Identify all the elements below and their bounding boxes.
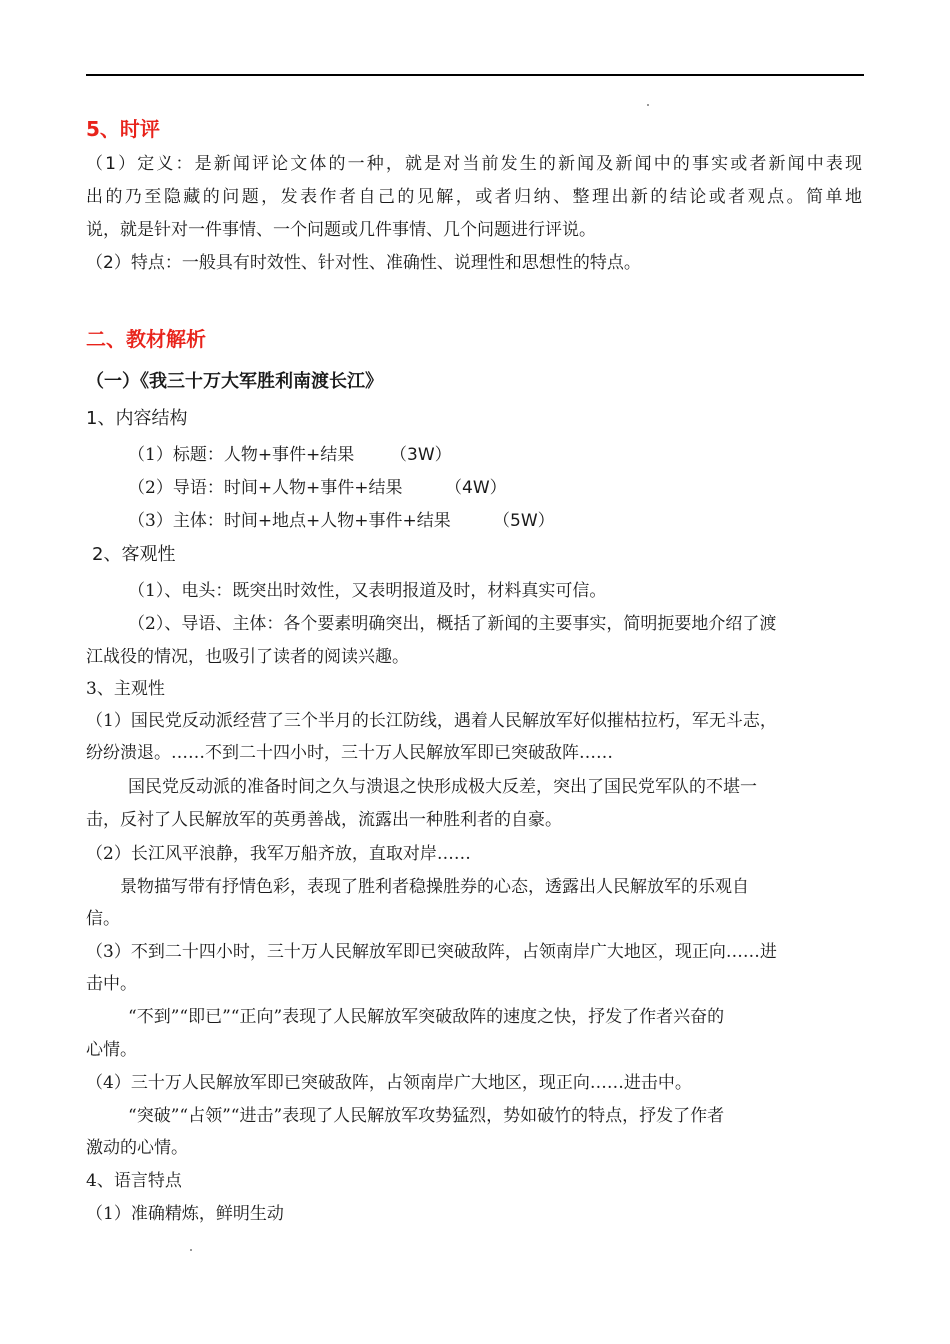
structure-tag: （4W） (445, 478, 507, 498)
header-rule (86, 74, 864, 76)
section-heading-textbook: 二、教材解析 (86, 327, 206, 351)
objectivity-line-1: （1）、电头：既突出时效性，又表明报道及时，材料真实可信。 (128, 581, 607, 601)
scan-dot (190, 1249, 192, 1251)
subjectivity-a-line-3: 国民党反动派的准备时间之久与溃退之快形成极大反差，突出了国民党军队的不堪一 (128, 777, 757, 797)
subjectivity-d-line-3: 激动的心情。 (86, 1138, 188, 1158)
scan-dot (647, 104, 649, 106)
structure-item: （2）导语：时间+人物+事件+结果 (128, 478, 403, 498)
structure-item: （3）主体：时间+地点+人物+事件+结果 (128, 511, 451, 531)
objectivity-line-3: 江战役的情况，也吸引了读者的阅读兴趣。 (86, 647, 409, 667)
definition-line-3: 说，就是针对一件事情、一个问题或几件事情、几个问题进行评说。 (86, 220, 596, 240)
structure-tag: （3W） (390, 445, 452, 465)
subjectivity-c-line-4: 心情。 (86, 1040, 137, 1060)
definition-line-1: （1）定义：是新闻评论文体的一种，就是对当前发生的新闻及新闻中的事实或者新闻中表现 (86, 154, 862, 174)
objectivity-title: 2、客观性 (92, 544, 176, 565)
subjectivity-a-line-2: 纷纷溃退。……不到二十四小时，三十万人民解放军即已突破敌阵…… (86, 743, 613, 763)
language-features-title: 4、语言特点 (86, 1171, 182, 1191)
content-structure-title: 1、内容结构 (86, 408, 188, 429)
definition-line-2: 出的乃至隐藏的问题，发表作者自己的见解，或者归纳、整理出新的结论或者观点。简单地 (86, 187, 862, 207)
subjectivity-c-line-3: “不到”“即已”“正向”表现了人民解放军突破敌阵的速度之快，抒发了作者兴奋的 (128, 1007, 725, 1027)
subjectivity-b-line-1: （2）长江风平浪静，我军万船齐放，直取对岸…… (86, 844, 471, 864)
subjectivity-a-line-1: （1）国民党反动派经营了三个半月的长江防线，遇着人民解放军好似摧枯拉朽，军无斗志， (86, 711, 777, 731)
section-heading-commentary: 5、时评 (86, 117, 160, 141)
structure-item: （1）标题：人物+事件+结果 (128, 445, 355, 465)
subjectivity-title: 3、主观性 (86, 679, 165, 699)
subjectivity-d-line-1: （4）三十万人民解放军即已突破敌阵，占领南岸广大地区，现正向……进击中。 (86, 1073, 692, 1093)
subjectivity-b-line-2: 景物描写带有抒情色彩，表现了胜利者稳操胜券的心态，透露出人民解放军的乐观自 (120, 877, 749, 897)
subjectivity-c-line-2: 击中。 (86, 974, 137, 994)
article-title: （一）《我三十万大军胜利南渡长江》 (86, 371, 383, 392)
objectivity-line-2: （2）、导语、主体：各个要素明确突出，概括了新闻的主要事实，简明扼要地介绍了渡 (128, 614, 777, 634)
language-features-line-1: （1）准确精炼，鲜明生动 (86, 1204, 284, 1224)
feature-line: （2）特点：一般具有时效性、针对性、准确性、说理性和思想性的特点。 (86, 253, 641, 273)
subjectivity-b-line-3: 信。 (86, 909, 120, 929)
subjectivity-c-line-1: （3）不到二十四小时，三十万人民解放军即已突破敌阵，占领南岸广大地区，现正向……进 (86, 942, 777, 962)
subjectivity-d-line-2: “突破”“占领”“进击”表现了人民解放军攻势猛烈，势如破竹的特点，抒发了作者 (128, 1106, 725, 1126)
subjectivity-a-line-4: 击，反衬了人民解放军的英勇善战，流露出一种胜利者的自豪。 (86, 810, 562, 830)
structure-tag: （5W） (493, 511, 555, 531)
